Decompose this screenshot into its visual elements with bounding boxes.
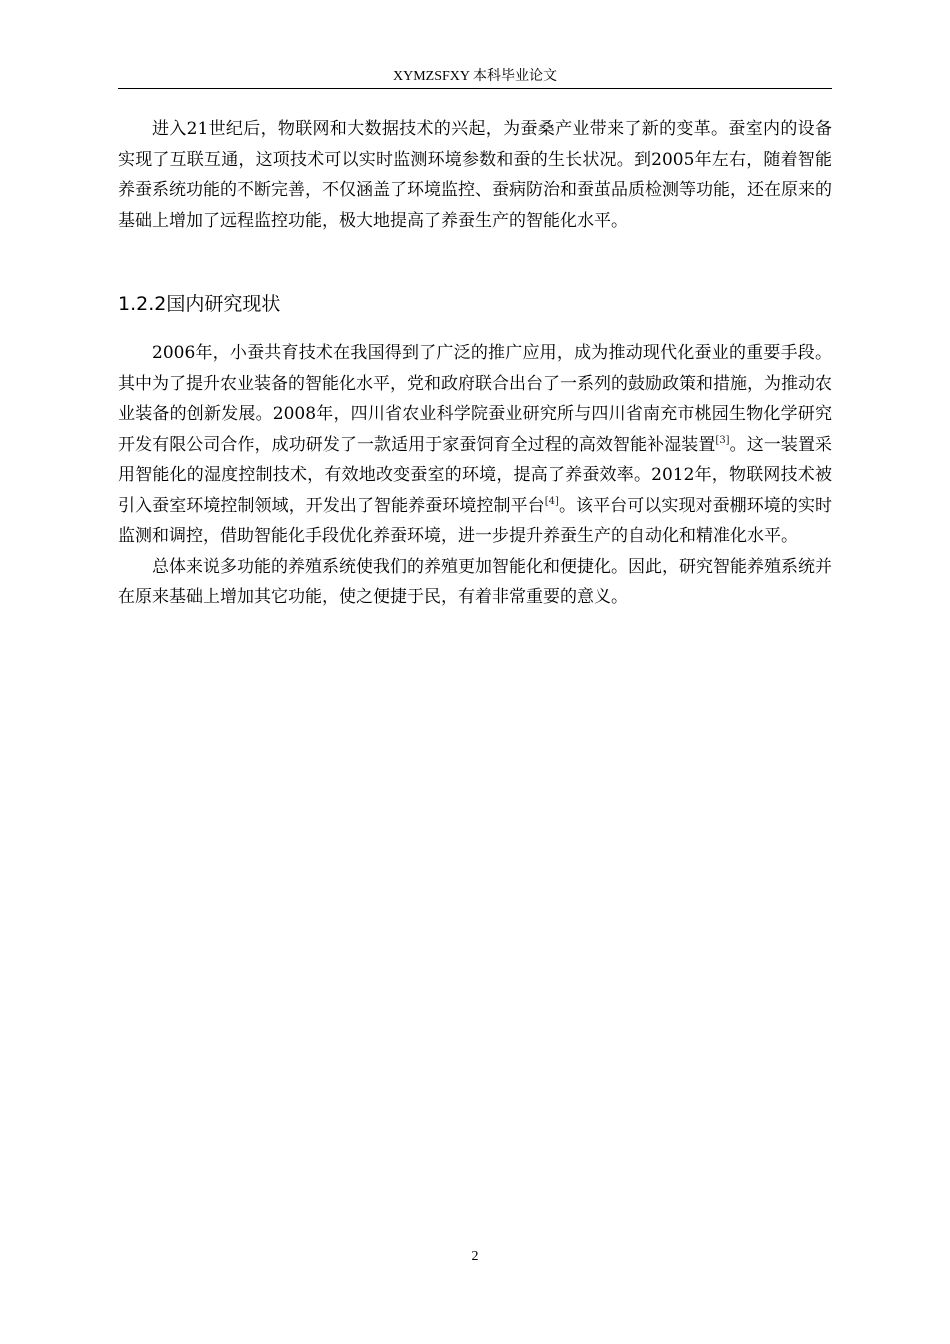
paragraph-part-3: 。该平台可以实现对蚕棚环境的实时监测和调控，借助智能化手段优化养蚕环境，进一步提升养蚕生产的自动化和精准化水平。 [118, 495, 833, 546]
section-heading-domestic-research: 1.2.2国内研究现状 [118, 293, 281, 315]
paragraph-part-2: 。这一装置采用智能化的湿度控制技术，有效地改变蚕室的环境，提高了养蚕效率。2012年，物联网技术被引入蚕室环境控制领域，开发出了智能养蚕环境控制平台 [118, 434, 833, 516]
paragraph-domestic-history [118, 338, 832, 552]
page-header-title: XYMZSFXY 本科毕业论文 [393, 69, 557, 84]
paragraph-conclusion: 总体来说多功能的养殖系统使我们的养殖更加智能化和便捷化。因此，研究智能养殖系统并在原来基础上增加其它功能，使之便捷于民，有着非常重要的意义。 [118, 556, 832, 607]
citation-4: [4] [544, 495, 559, 507]
header-divider [118, 88, 832, 89]
citation-3: [3] [715, 434, 730, 446]
paragraph-21st-century: 进入21世纪后，物联网和大数据技术的兴起，为蚕桑产业带来了新的变革。蚕室内的设备实现了互联互通，这项技术可以实时监测环境参数和蚕的生长状况。到2005年左右，随着智能养蚕系统功能的不断完善，不仅涵盖了环境监控、蚕病防治和蚕茧品质检测等功能，还在原来的基础上增加了远程监控功能，极大地提高了养蚕生产的智能化水平。 [118, 119, 832, 231]
page-number: 2 [471, 1249, 479, 1264]
paragraph-part-1: 2006年，小蚕共育技术在我国得到了广泛的推广应用，成为推动现代化蚕业的重要手段。其中为了提升农业装备的智能化水平，党和政府联合出台了一系列的鼓励政策和措施，为推动农业装备的创新发展。2008年，四川省农业科学院蚕业研究所与四川省南充市桃园生物化学研究开发有限公司合作，成功研发了一款适用于家蚕饲育全过程的高效智能补湿装置 [118, 343, 832, 455]
intro-section [118, 114, 832, 236]
domestic-research-section [118, 338, 832, 613]
